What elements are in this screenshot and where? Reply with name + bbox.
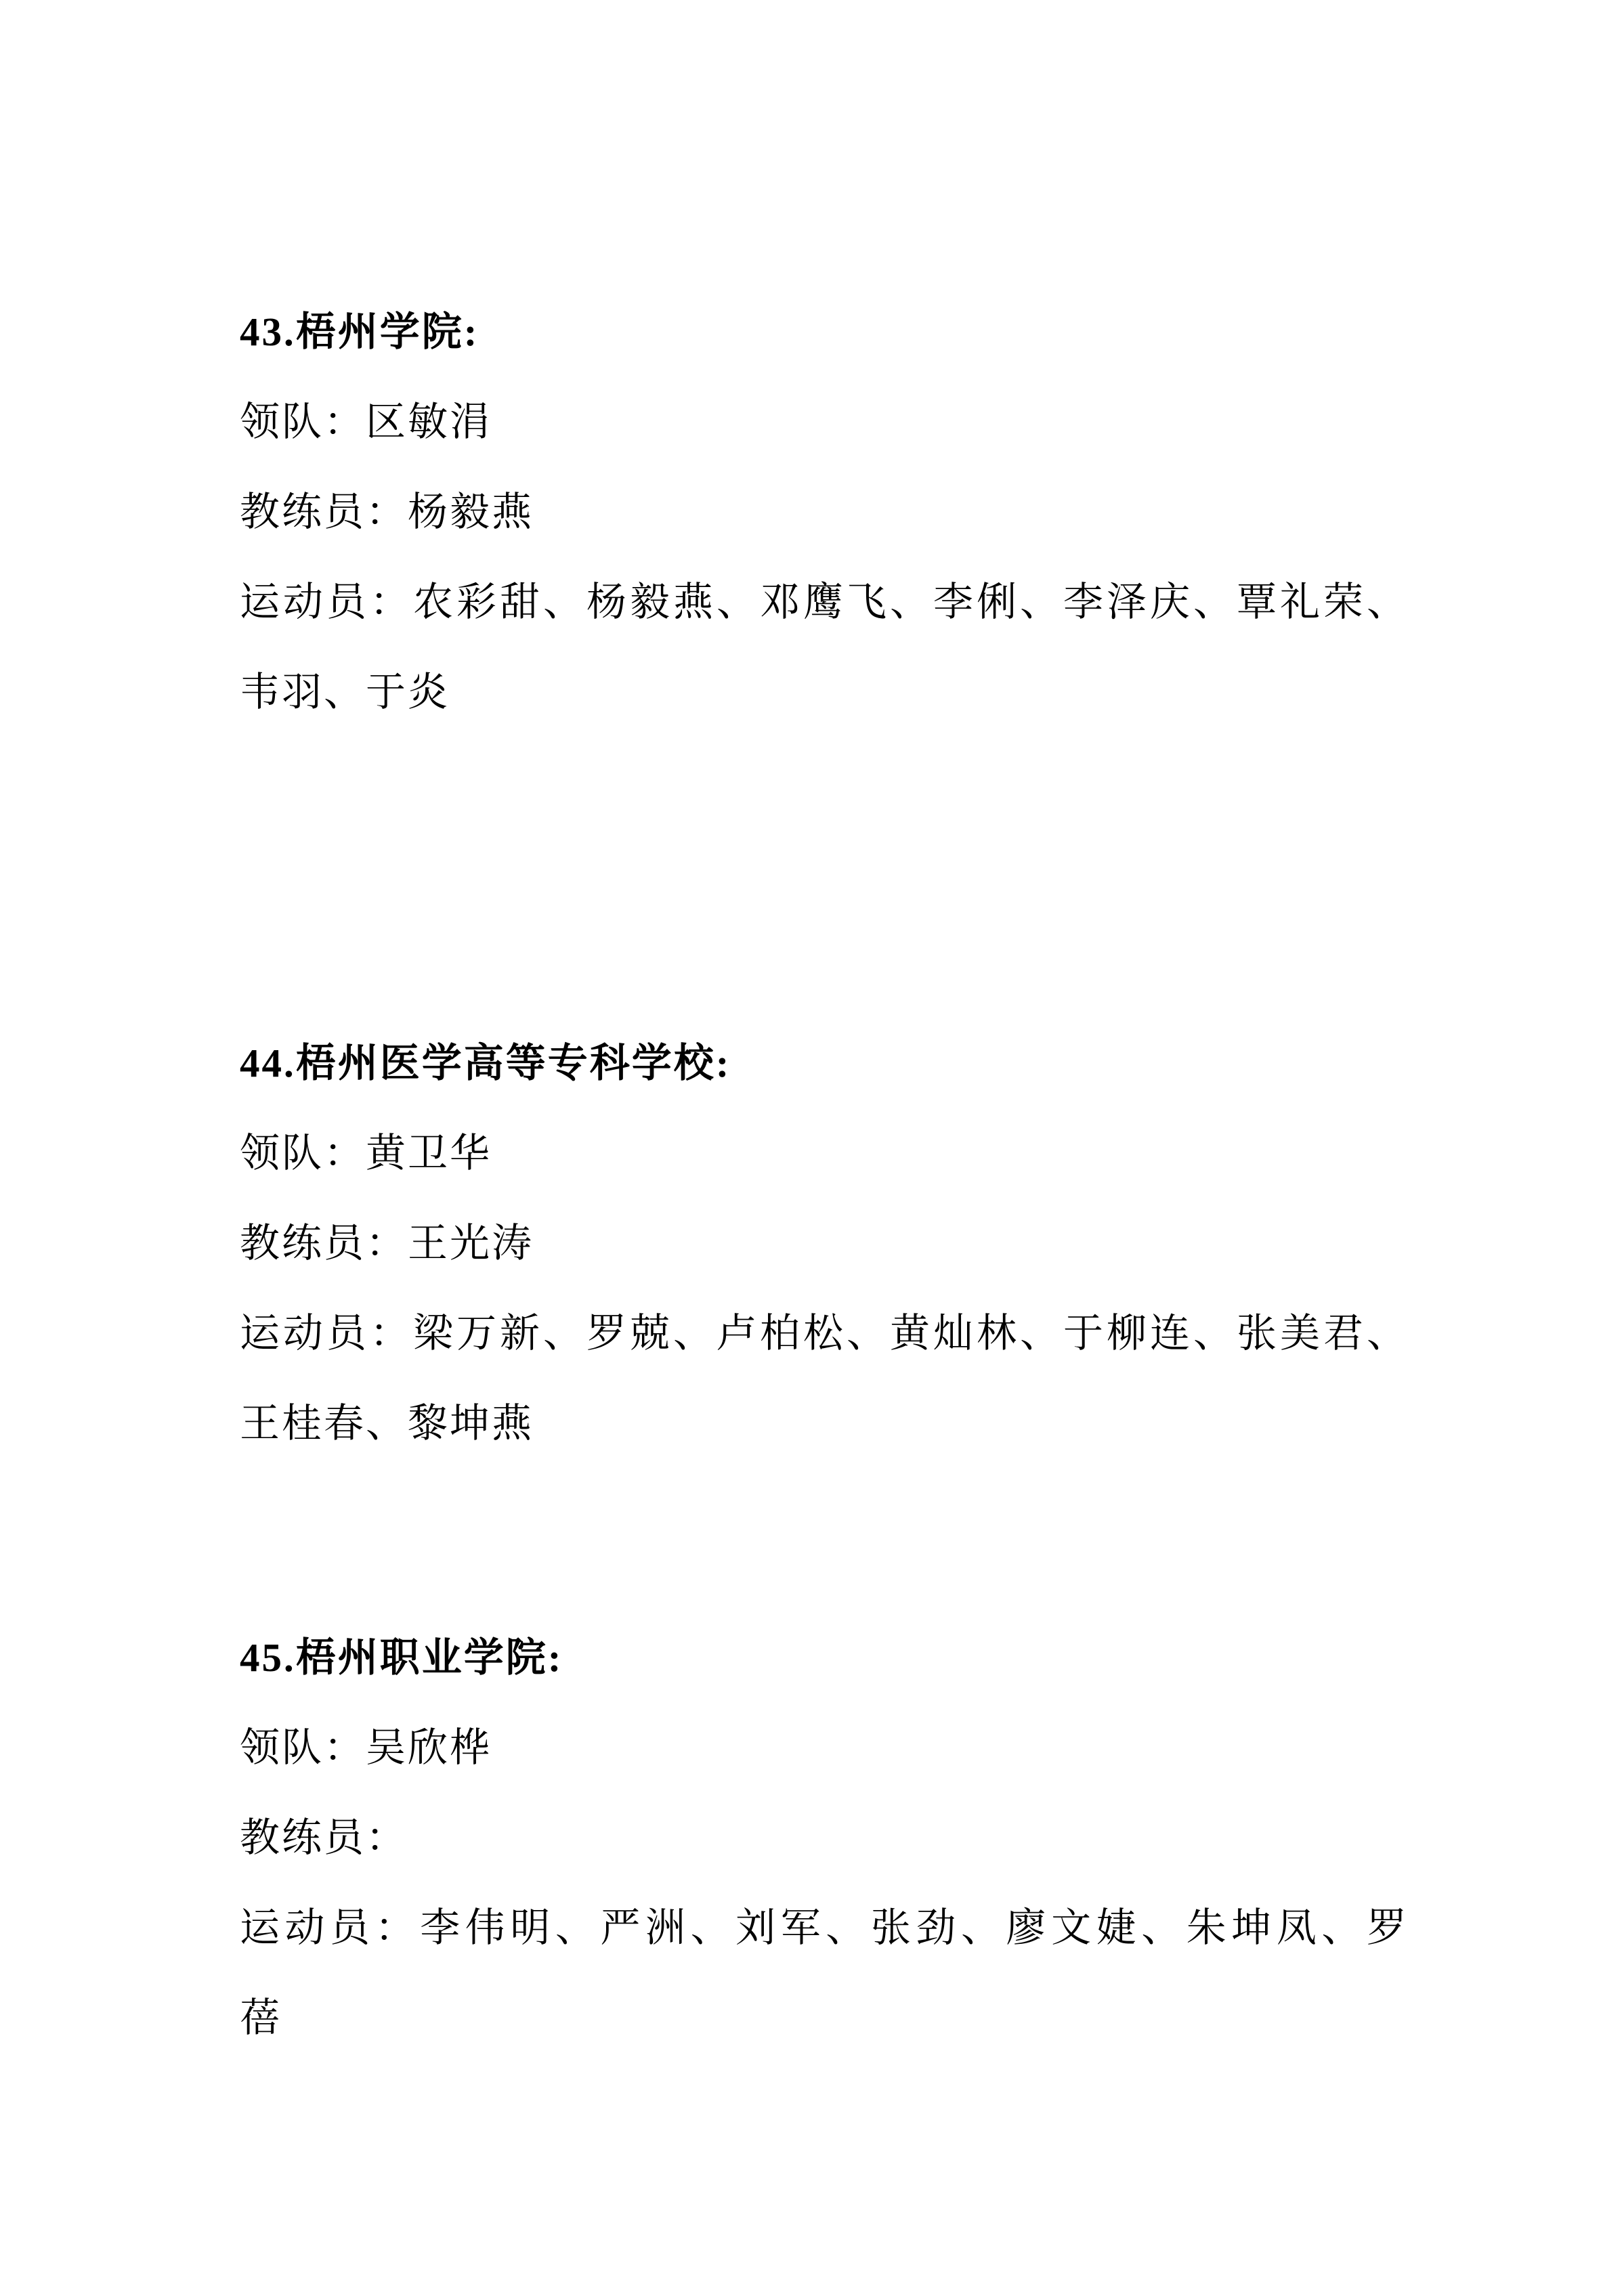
team-heading: 45.梧州职业学院: [240,1635,563,1680]
team-section-43 [240,287,1409,737]
athletes-paragraph [240,1883,1409,2063]
athletes-line-2: 蓓 [240,1995,282,2040]
team-heading: 43.梧州学院: [240,309,479,354]
leader-line: 领队：吴欣桦 [240,1725,492,1770]
coach-line: 教练员： [240,1815,408,1860]
athletes-line-1: 运动员：李伟明、严洲、刘军、张劲、廖文婕、朱坤凤、罗 [240,1905,1409,1950]
team-heading: 44.梧州医学高等专科学校: [240,1041,731,1085]
athletes-line-1: 运动员：农彩甜、杨毅燕、邓鹰飞、李俐、李泽庆、覃礼荣、 [240,580,1409,624]
coach-line: 教练员：杨毅燕 [240,490,534,534]
leader-line: 领队：区敏涓 [240,399,492,444]
coach-line: 教练员：王光涛 [240,1221,534,1265]
leader-line: 领队：黄卫华 [240,1131,492,1175]
athletes-line-2: 王桂春、黎坤燕 [240,1401,534,1446]
athletes-line-1: 运动员：梁万新、罗兢、卢柏松、黄灿林、于柳连、张美君、 [240,1311,1409,1356]
athletes-paragraph [240,557,1409,737]
team-section-45 [240,1613,1409,2063]
team-section-44 [240,1018,1409,1469]
document-content [240,287,1409,2063]
athletes-line-2: 韦羽、于炎 [240,670,450,714]
athletes-paragraph [240,1288,1409,1469]
